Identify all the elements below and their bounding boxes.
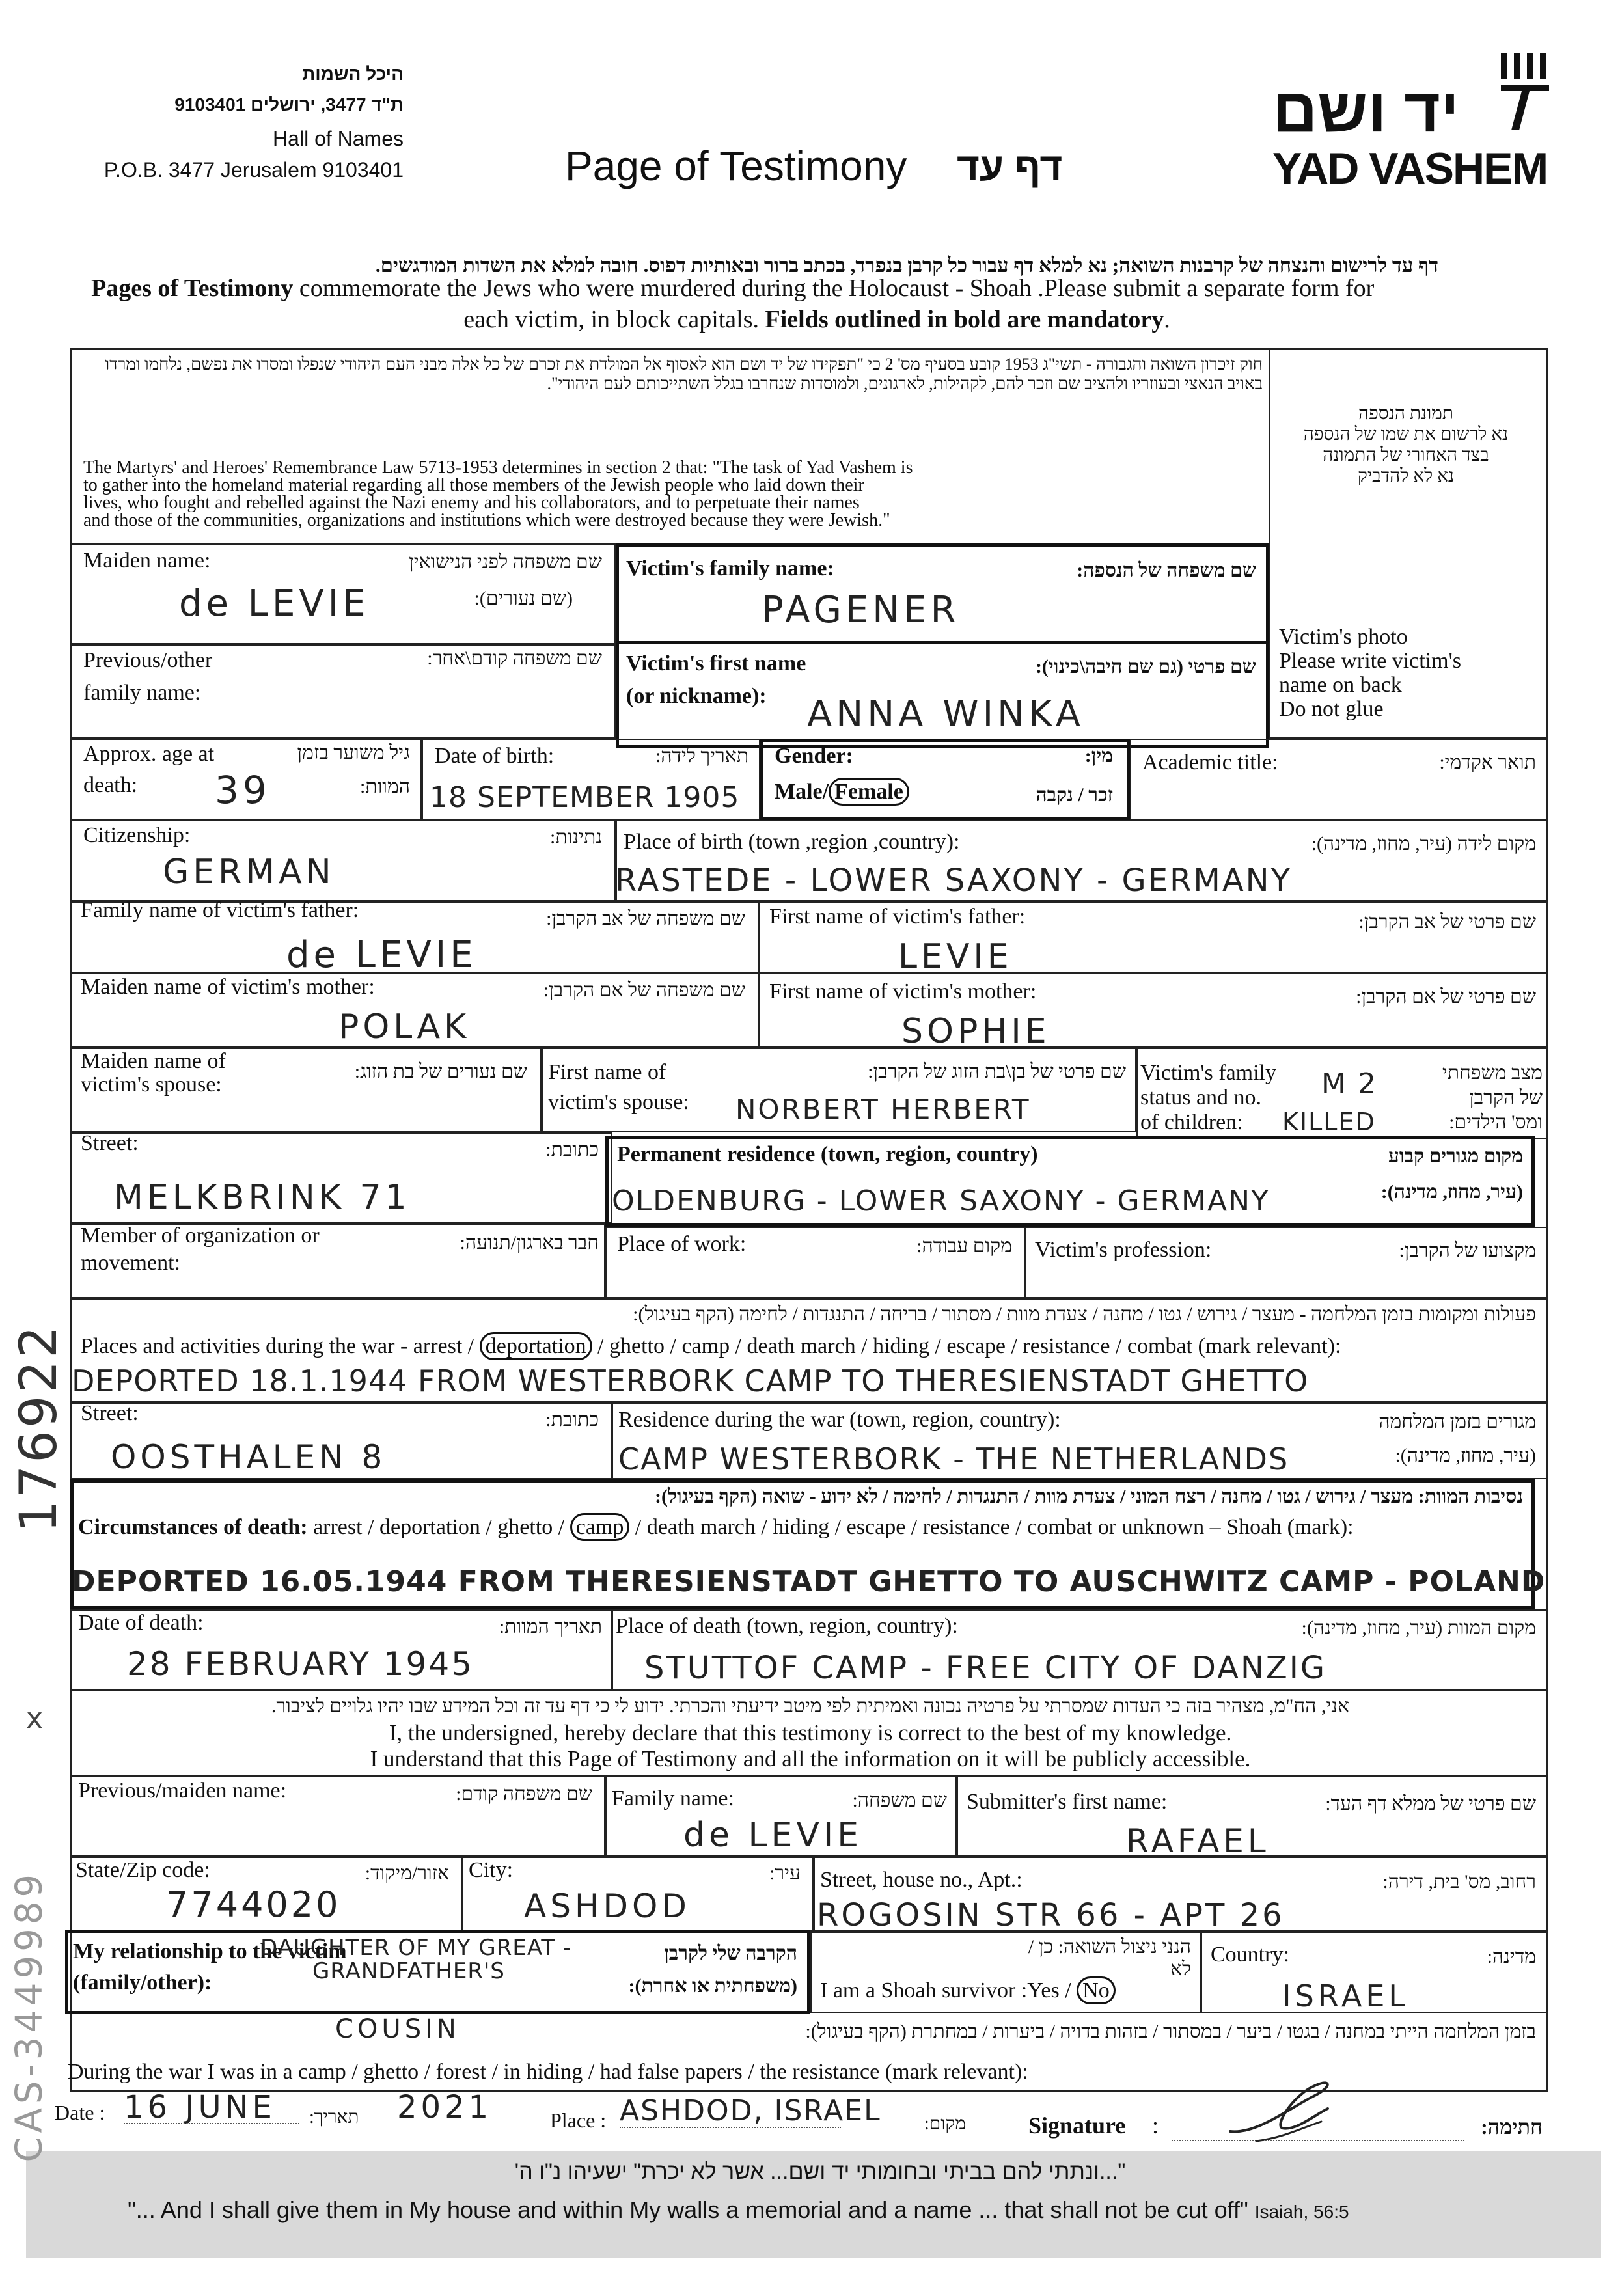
- mother-maiden-label: Maiden name of victim's mother:: [81, 975, 375, 999]
- address-en-1: Hall of Names: [273, 127, 404, 150]
- age-label: [83, 739, 214, 801]
- workplace-he: מקום עבודה:: [916, 1235, 1012, 1257]
- death-place-he: מקום המוות (עיר, מחוז, מדינה):: [1301, 1617, 1536, 1639]
- gender-options-he: זכר / נקבה: [1036, 784, 1113, 806]
- law-he: חוק זיכרון השואה והגבורה - תשי"ג 1953 קובע בסעיף מס' 2 כי "תפקידו של יד ושם הוא לאסוף אל המולדת את זכרם של כל אלה מבני העם היהודי שנפלו ומסרו את נפשם, נלחמו ומרדו באויב הנאצי ובעוזריו ולהציב שם וזכר להם, לקהילות, לארגונים, ולמוסדות שנחרבו בגלל השתייכותם לעם היהודי".: [105, 355, 1263, 393]
- birthplace-he: מקום לידה (עיר, מחוז, מדינה):: [1311, 833, 1536, 854]
- law-en: [83, 459, 1268, 529]
- citizenship-he: נתינות:: [550, 827, 602, 848]
- side-number-stamp: 176922: [10, 1323, 68, 1533]
- father-first-value[interactable]: LEVIE: [898, 937, 1013, 976]
- place-label: Place :: [550, 2109, 607, 2132]
- war-activities-en: [81, 1334, 1341, 1359]
- photo-en-2: Please write victim's: [1279, 649, 1461, 673]
- spouse-first-he: שם פרטי של בן\בת הזוג של הקרבן:: [868, 1061, 1126, 1082]
- submitter-family-label: Family name:: [612, 1786, 734, 1811]
- previous-name-he: שם משפחה קודם\אחר:: [427, 648, 602, 669]
- war-residence-he-2: (עיר, מחוז, מדינה):: [1395, 1445, 1536, 1466]
- previous-name-label: [83, 644, 212, 709]
- submitter-city-value[interactable]: ASHDOD: [524, 1887, 691, 1925]
- submitter-zip-value[interactable]: 7744020: [166, 1884, 341, 1925]
- residence-label: Permanent residence (town, region, country): [617, 1142, 1038, 1166]
- gender-options: [775, 780, 909, 804]
- gender-he: מין:: [1084, 745, 1113, 767]
- dob-value[interactable]: 18 SEPTEMBER 1905: [430, 781, 740, 814]
- death-circumstances-en-pre: arrest / deportation / ghetto /: [307, 1515, 570, 1539]
- law-en-line-1: The Martyrs' and Heroes' Remembrance Law 5713-1953 determines in section 2 that: "The task of Yad Vashem is: [83, 458, 913, 478]
- mother-first-value[interactable]: SOPHIE: [901, 1012, 1050, 1051]
- street-value[interactable]: MELKBRINK 71: [114, 1178, 411, 1217]
- age-label-2: death:: [83, 773, 138, 797]
- yad-vashem-logo-icon: [1497, 53, 1556, 131]
- first-name-he: שם פרטי (גם שם חיבה\כינוי):: [1035, 656, 1256, 677]
- footer-quote-he: "...ונתתי להם בביתי ובחומותי יד ושם... אשר לא יכרת" ישעיהו נ"ו ה': [514, 2159, 1126, 2184]
- intro-he: דף עד לרישום והנצחה של קרבנות השואה; נא למלא דף עבור כל קרבן בנפרד, בכתב ברור ובאותיות דפוס. חובה למלא את השדות המודגשים.: [375, 254, 1438, 277]
- address-he-1: היכל השמות: [302, 64, 404, 84]
- photo-en-4: Do not glue: [1279, 697, 1384, 721]
- maiden-name-he: שם משפחה לפני הנישואין: [409, 551, 602, 573]
- maiden-name-value[interactable]: de LEVIE: [179, 582, 370, 625]
- war-activities-he: פעולות ומקומות בזמן המלחמה - מעצר / גירוש / גטו / מחנה / צעדת מוות / מסתור / בריחה / התנגדות / לחימה (הקף בעיגול):: [633, 1304, 1536, 1325]
- date-underline: [124, 2123, 299, 2124]
- war-street-he: כתובת:: [545, 1409, 599, 1430]
- submitter-street-label: Street, house no., Apt.:: [820, 1868, 1023, 1892]
- war-location-he: בזמן המלחמה הייתי במחנה / בגטו / ביער / במסתור / בזהות בדויה / ביערות / במחתרת (הקף בעיגול):: [805, 2021, 1536, 2042]
- survivor-label: I am a Shoah survivor :Yes /: [820, 1978, 1071, 2002]
- logo-he: יד ושם: [1272, 75, 1459, 145]
- gender-option-female-selected[interactable]: Female: [829, 778, 909, 806]
- first-name-value[interactable]: ANNA WINKA: [807, 693, 1085, 735]
- death-circumstances-en: [78, 1515, 1354, 1540]
- submitter-family-he: שם משפחה:: [852, 1790, 947, 1811]
- date-he: תאריך:: [309, 2107, 359, 2127]
- survivor-en: [820, 1978, 1116, 2003]
- birthplace-value[interactable]: RASTEDE - LOWER SAXONY - GERMANY: [615, 862, 1292, 899]
- relationship-label-1: My relationship to the victim: [73, 1939, 347, 1963]
- logo-en: YAD VASHEM: [1272, 144, 1548, 193]
- relationship-value[interactable]: [260, 1936, 612, 1983]
- gender-option-male[interactable]: Male/: [775, 780, 829, 804]
- country-he: מדינה:: [1487, 1946, 1536, 1967]
- spouse-maiden-label-1: Maiden name of: [81, 1049, 226, 1073]
- signature-colon: :: [1152, 2112, 1159, 2139]
- submitter-prev-he: שם משפחה קודם:: [456, 1783, 592, 1805]
- submitter-zip-label: State/Zip code:: [76, 1858, 210, 1882]
- organization-label-2: movement:: [81, 1251, 180, 1275]
- workplace-label: Place of work:: [617, 1232, 747, 1256]
- birthplace-label: Place of birth (town ,region ,country):: [624, 830, 960, 854]
- war-residence-label: Residence during the war (town, region, country):: [618, 1408, 1061, 1432]
- page-title-he: דף עד: [957, 145, 1063, 189]
- father-first-he: שם פרטי של אב הקרבן:: [1358, 911, 1536, 933]
- father-family-label: Family name of victim's father:: [81, 898, 359, 922]
- signature-he: חתימה:: [1481, 2115, 1543, 2139]
- footer-quote-ref: Isaiah, 56:5: [1254, 2202, 1349, 2222]
- submitter-city-label: City:: [469, 1858, 514, 1882]
- relationship-value-3[interactable]: COUSIN: [335, 2014, 460, 2044]
- law-en-line-3: lives, who fought and rebelled against the Nazi enemy and his collaborators, and to perpetuate their names: [83, 493, 860, 513]
- death-date-he: תאריך המוות:: [499, 1616, 602, 1637]
- street-he: כתובת:: [545, 1139, 599, 1160]
- family-name-label: Victim's family name:: [626, 556, 834, 581]
- previous-name-label-1: Previous/other: [83, 648, 213, 672]
- year-value[interactable]: 2021: [397, 2089, 493, 2125]
- organization-label-1: Member of organization or: [81, 1223, 320, 1248]
- photo-instructions-he: [1276, 403, 1536, 487]
- war-activities-en-post: / ghetto / camp / death march / hiding / escape / resistance / combat (mark relevant):: [592, 1334, 1341, 1358]
- first-name-label: [626, 648, 806, 713]
- residence-value[interactable]: OLDENBURG - LOWER SAXONY - GERMANY: [612, 1184, 1270, 1218]
- address-he-2: ת"ד 3477, ירושלים 9103401: [174, 94, 404, 115]
- spouse-first-label-1: First name of: [548, 1060, 666, 1084]
- mother-maiden-value[interactable]: POLAK: [338, 1007, 471, 1046]
- residence-he-2: (עיר, מחוז, מדינה):: [1380, 1181, 1523, 1203]
- submitter-street-he: רחוב, מס' בית, דירה:: [1382, 1871, 1536, 1893]
- father-first-label: First name of victim's father:: [769, 905, 1026, 929]
- declaration-he: אני, הח"מ, מצהיר בזה כי העדות שמסרתי על פרטיה נכונה ואמיתית לפי מיטב ידיעתי והכרתי. ידוע לי כי דף עד זה וכל המידע שבו יהיו גלויים לציבור.: [271, 1695, 1350, 1717]
- citizenship-value[interactable]: GERMAN: [163, 853, 335, 892]
- intro-en-2: [91, 305, 1543, 335]
- spouse-maiden-he: שם נעורים של בת הזוג:: [354, 1061, 527, 1082]
- place-he: מקום:: [924, 2114, 966, 2134]
- academic-label: Academic title:: [1142, 750, 1278, 774]
- mother-first-he: שם פרטי של אם הקרבן:: [1356, 986, 1536, 1007]
- street-label: Street:: [81, 1131, 139, 1155]
- photo-he-4: נא לא להדביק: [1357, 466, 1455, 486]
- intro-text-1: commemorate the Jews who were murdered during the Holocaust - Shoah .Please submit a separate form for: [293, 275, 1375, 302]
- academic-he: תואר אקדמי:: [1439, 752, 1536, 773]
- signature-scribble-icon[interactable]: [1217, 2070, 1347, 2148]
- profession-he: מקצועו של הקרבן:: [1399, 1240, 1536, 1261]
- death-circumstances-value[interactable]: DEPORTED 16.05.1944 FROM THERESIENSTADT GHETTO TO AUSCHWITZ CAMP - POLAND: [72, 1565, 1546, 1598]
- spouse-maiden-label-2: victim's spouse:: [81, 1073, 222, 1097]
- relationship-value-2[interactable]: GRANDFATHER'S: [312, 1958, 505, 1984]
- relationship-he-2: (משפחתית או אחרת):: [628, 1975, 797, 1997]
- intro-bold-2: Fields outlined in bold are mandatory: [765, 306, 1164, 333]
- family-status-value-2[interactable]: KILLED: [1282, 1108, 1376, 1136]
- death-circumstances-en-post: / death march / hiding / escape / resistance / combat or unknown – Shoah (mark):: [629, 1515, 1354, 1539]
- submitter-first-he: שם פרטי של ממלא דף העד:: [1325, 1793, 1536, 1814]
- citizenship-label: Citizenship:: [83, 823, 191, 847]
- war-residence-value[interactable]: CAMP WESTERBORK - THE NETHERLANDS: [618, 1442, 1289, 1477]
- organization-label: [81, 1222, 320, 1277]
- law-en-line-4: and those of the communities, organizations and institutions which were destroyed because they were Jewish.": [83, 510, 890, 530]
- declaration-en-2: I understand that this Page of Testimony and all the information on it will be publicly accessible.: [370, 1746, 1251, 1771]
- death-place-value[interactable]: STUTTOF CAMP - FREE CITY OF DANZIG: [644, 1650, 1327, 1686]
- profession-label: Victim's profession:: [1035, 1238, 1212, 1262]
- submitter-prev-label: Previous/maiden name:: [78, 1779, 287, 1803]
- family-status-value[interactable]: M 2: [1321, 1067, 1377, 1100]
- law-en-line-2: to gather into the homeland material regarding all those members of the Jewish people who laid down their: [83, 475, 864, 495]
- survivor-no-selected[interactable]: No: [1077, 1976, 1116, 2004]
- residence-he: מקום מגורים קבוע: [1388, 1145, 1523, 1167]
- family-status-he-3: ומס' הילדים:: [1449, 1112, 1543, 1133]
- archive-code-stamp: CAS-3449989: [8, 1870, 51, 2163]
- relationship-value-1[interactable]: DAUGHTER OF MY GREAT -: [260, 1935, 572, 1961]
- mother-first-label: First name of victim's mother:: [769, 979, 1037, 1004]
- family-name-he: שם משפחה של הנספה:: [1077, 560, 1256, 581]
- dob-he: תאריך לידה:: [655, 745, 748, 767]
- age-value[interactable]: 39: [215, 768, 271, 812]
- family-name-value[interactable]: PAGENER: [762, 589, 960, 631]
- family-status-label-1: Victim's family: [1140, 1061, 1276, 1085]
- submitter-zip-he: אזור/מיקוד:: [364, 1863, 449, 1884]
- country-value[interactable]: ISRAEL: [1282, 1978, 1410, 2014]
- father-family-value[interactable]: de LEVIE: [286, 934, 477, 976]
- declaration-en: [72, 1720, 1549, 1772]
- footer-quote-en-text: "... And I shall give them in My house and within My walls a memorial and a name ... that shall not be cut off": [128, 2196, 1248, 2223]
- photo-instructions-en: [1279, 625, 1539, 721]
- father-family-he: שם משפחה של אב הקרבן:: [546, 908, 745, 929]
- first-name-label-2: (or nickname):: [626, 684, 767, 708]
- date-label: Date :: [55, 2101, 105, 2124]
- submitter-street-value[interactable]: ROGOSIN STR 66 - APT 26: [817, 1897, 1285, 1934]
- age-he: גיל משוער בזמן: [297, 742, 410, 763]
- first-name-label-1: Victim's first name: [626, 651, 806, 676]
- intro-text-2: each victim, in block capitals.: [463, 306, 765, 333]
- survivor-he: הנני ניצול השואה: כן / לא: [1028, 1936, 1191, 1980]
- spouse-first-label: [548, 1058, 689, 1117]
- place-underline: [620, 2127, 841, 2128]
- dob-label: Date of birth:: [435, 744, 555, 768]
- gender-label: Gender:: [775, 744, 853, 768]
- photo-he-1: תמונת הנספה: [1358, 403, 1453, 424]
- organization-he: חבר בארגון/תנועה:: [460, 1232, 599, 1253]
- previous-name-label-2: family name:: [83, 681, 201, 705]
- submitter-first-value[interactable]: RAFAEL: [1126, 1822, 1270, 1860]
- death-date-value[interactable]: 28 FEBRUARY 1945: [127, 1645, 474, 1683]
- spouse-first-value[interactable]: NORBERT HERBERT: [735, 1093, 1031, 1125]
- family-status-label-2: status and no.: [1140, 1086, 1262, 1110]
- mother-maiden-he: שם משפחה של אם הקרבן:: [543, 979, 745, 1001]
- intro-bold-1: Pages of Testimony: [91, 275, 294, 302]
- photo-en-3: name on back: [1279, 673, 1402, 697]
- address-en-2: P.O.B. 3477 Jerusalem 9103401: [103, 158, 404, 182]
- family-status-he: [1412, 1061, 1543, 1135]
- page-title: Page of Testimony: [565, 143, 907, 189]
- war-activities-value[interactable]: DEPORTED 18.1.1944 FROM WESTERBORK CAMP TO THERESIENSTADT GHETTO: [72, 1363, 1309, 1399]
- country-label: Country:: [1211, 1943, 1289, 1967]
- relationship-he: הקרבה שלי לקרבן: [664, 1943, 797, 1964]
- family-status-label-3: of children:: [1140, 1110, 1243, 1134]
- family-status-he-2: של הקרבן: [1469, 1087, 1543, 1108]
- family-status-label: [1140, 1061, 1276, 1135]
- intro-en: [91, 273, 1543, 303]
- war-residence-he: מגורים בזמן המלחמה: [1379, 1411, 1536, 1432]
- war-activities-en-pre: Places and activities during the war - arrest /: [81, 1334, 480, 1358]
- war-activity-deportation-selected[interactable]: deportation: [480, 1332, 592, 1360]
- declaration-en-1: I, the undersigned, hereby declare that this testimony is correct to the best of my knowledge.: [389, 1720, 1232, 1745]
- signature-label: Signature: [1028, 2112, 1126, 2139]
- date-value[interactable]: 16 JUNE: [124, 2089, 276, 2125]
- death-date-label: Date of death:: [78, 1611, 204, 1635]
- photo-he-3: בצד האחורי של התמונה: [1323, 445, 1489, 465]
- submitter-city-he: עיר:: [769, 1863, 801, 1884]
- maiden-name-label: Maiden name:: [83, 549, 211, 573]
- age-label-1: Approx. age at: [83, 742, 215, 766]
- submitter-first-label: Submitter's first name:: [967, 1790, 1168, 1814]
- photo-he-2: נא לרשום את שמו של הנספה: [1303, 424, 1509, 444]
- spouse-first-label-2: victim's spouse:: [548, 1090, 689, 1114]
- relationship-label-2: (family/other):: [73, 1971, 212, 1995]
- war-street-label: Street:: [81, 1401, 139, 1425]
- spouse-maiden-label: [81, 1050, 226, 1097]
- side-number-prefix: x: [26, 1702, 48, 1735]
- place-value[interactable]: ASHDOD, ISRAEL: [620, 2094, 881, 2127]
- photo-en-1: Victim's photo: [1279, 625, 1408, 649]
- war-location-en[interactable]: During the war I was in a camp / ghetto / forest / in hiding / had false papers / the resistance (mark relevant):: [68, 2060, 1028, 2084]
- war-street-value[interactable]: OOSTHALEN 8: [111, 1438, 387, 1476]
- submitter-family-value[interactable]: de LEVIE: [683, 1816, 863, 1855]
- family-status-he-1: מצב משפחתי: [1442, 1062, 1543, 1084]
- footer-quote-en: [128, 2196, 1349, 2224]
- death-circumstances-he: נסיבות המוות: מעצר / גירוש / גטו / מחנה / רצח המוני / צעדת מוות / התנגדות / לחימה / לא ידוע - שואה (הקף בעיגול):: [655, 1486, 1523, 1507]
- age-he-2: המוות:: [359, 776, 410, 797]
- death-place-label: Place of death (town, region, country):: [616, 1614, 958, 1638]
- death-circumstances-label: Circumstances of death:: [78, 1515, 308, 1539]
- maiden-name-he-2: (שם נעורים):: [474, 588, 573, 609]
- intro-end: .: [1164, 306, 1170, 333]
- death-circumstance-camp-selected[interactable]: camp: [570, 1513, 630, 1541]
